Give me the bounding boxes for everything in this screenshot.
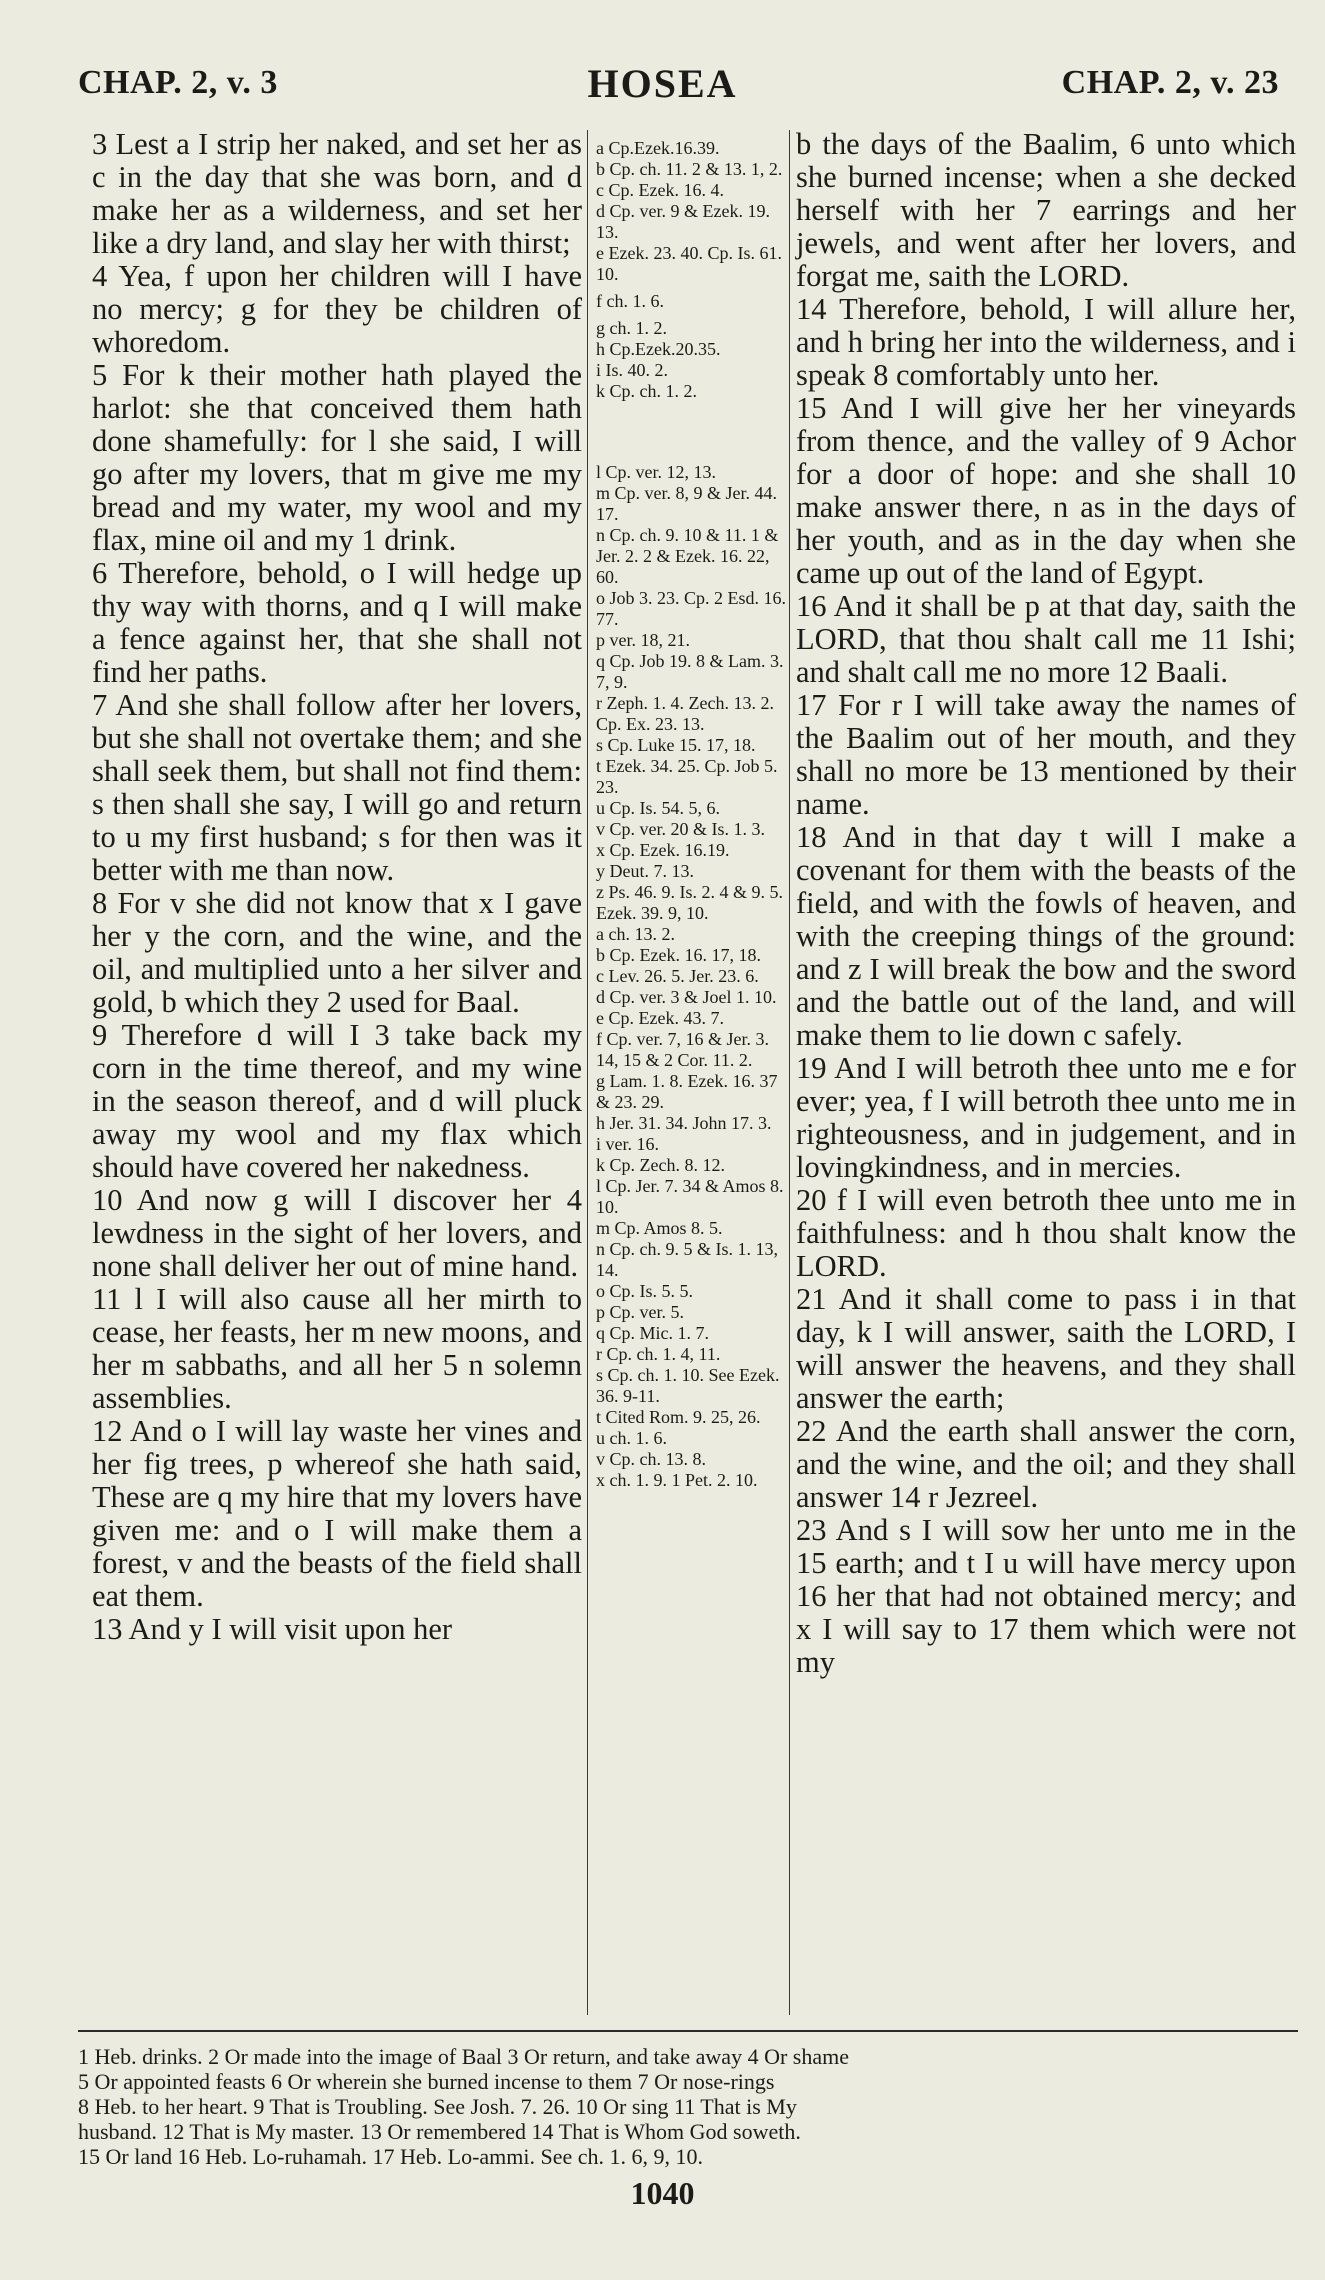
verse-5: 5 For k their mother hath played the harlot: she that conceived them hath done shamefully: for l she said, I will go after my lovers, that m give me my bread and my water, my wool and my flax, mine oil and my 1 drink. (92, 358, 582, 557)
cross-reference-column (596, 138, 786, 1491)
cross-reference: f Cp. ver. 7, 16 & Jer. 3. 14, 15 & 2 Cor. 11. 2. (596, 1029, 769, 1070)
footnote-line: 1 Heb. drinks. 2 Or made into the image of Baal 3 Or return, and take away 4 Or shame (78, 2044, 849, 2069)
cross-reference: p ver. 18, 21. (596, 630, 690, 650)
cross-reference: b Cp. Ezek. 16. 17, 18. (596, 945, 761, 965)
cross-reference: x Cp. Ezek. 16.19. (596, 840, 730, 860)
verse-13: 13 And y I will visit upon her (92, 1612, 453, 1646)
cross-reference: o Cp. Is. 5. 5. (596, 1281, 694, 1301)
cross-reference: v Cp. ver. 20 & Is. 1. 3. (596, 819, 765, 839)
cross-reference: z Ps. 46. 9. Is. 2. 4 & 9. 5. Ezek. 39. 9, 10. (596, 882, 784, 923)
verse-18: 18 And in that day t will I make a covenant for them with the beasts of the field, and with the fowls of heaven, and with the creeping things of the ground: and z I will break the bow and the sword and the battle out of the land, and will make them to lie down c safely. (796, 820, 1296, 1052)
verse-22: 22 And the earth shall answer the corn, and the wine, and the oil; and they shall answer 14 r Jezreel. (796, 1414, 1296, 1514)
cross-reference: l Cp. ver. 12, 13. (596, 462, 716, 482)
cross-reference: a ch. 13. 2. (596, 924, 675, 944)
verse-8: 8 For v she did not know that x I gave her y the corn, and the wine, and the oil, and multiplied unto a her silver and gold, b which they 2 used for Baal. (92, 886, 582, 1019)
verse-20: 20 f I will even betroth thee unto me in faithfulness: and h thou shalt know the LORD. (796, 1183, 1296, 1283)
verse-6: 6 Therefore, behold, o I will hedge up thy way with thorns, and q I will make a fence against her, that she shall not find her paths. (92, 556, 582, 689)
verse-4: 4 Yea, f upon her children will I have no mercy; g for they be children of whoredom. (92, 259, 582, 359)
footnote-line: 5 Or appointed feasts 6 Or wherein she burned incense to them 7 Or nose-rings (78, 2069, 775, 2094)
cross-reference: g ch. 1. 2. (596, 318, 667, 338)
cross-reference: e Ezek. 23. 40. Cp. Is. 61. 10. (596, 243, 782, 284)
cross-reference: c Lev. 26. 5. Jer. 23. 6. (596, 966, 759, 986)
cross-reference: q Cp. Mic. 1. 7. (596, 1323, 710, 1343)
verse-23: 23 And s I will sow her unto me in the 15 earth; and t I u will have mercy upon 16 her that had not obtained mercy; and x I will say to 17 them which were not my (796, 1513, 1296, 1679)
cross-reference: x ch. 1. 9. 1 Pet. 2. 10. (596, 1470, 758, 1490)
cross-reference: m Cp. Amos 8. 5. (596, 1218, 723, 1238)
verse-16: 16 And it shall be p at that day, saith the LORD, that thou shalt call me 11 Ishi; and shalt call me no more 12 Baali. (796, 589, 1296, 689)
cross-reference: q Cp. Job 19. 8 & Lam. 3. 7, 9. (596, 651, 784, 692)
page-number: 1040 (630, 2175, 695, 2211)
chapter-header-left: CHAP. 2, v. 3 (78, 64, 278, 101)
cross-reference: l Cp. Jer. 7. 34 & Amos 8. 10. (596, 1176, 784, 1217)
cross-reference: h Jer. 31. 34. John 17. 3. (596, 1113, 772, 1133)
cross-reference: o Job 3. 23. Cp. 2 Esd. 16. 77. (596, 588, 787, 629)
cross-reference: d Cp. ver. 9 & Ezek. 19. 13. (596, 201, 770, 242)
cross-reference: m Cp. ver. 8, 9 & Jer. 44. 17. (596, 483, 777, 524)
cross-reference: r Zeph. 1. 4. Zech. 13. 2. Cp. Ex. 23. 13. (596, 693, 774, 734)
cross-reference: e Cp. Ezek. 43. 7. (596, 1008, 724, 1028)
cross-reference: b Cp. ch. 11. 2 & 13. 1, 2. (596, 159, 783, 179)
cross-reference: k Cp. ch. 1. 2. (596, 381, 697, 401)
cross-reference: c Cp. Ezek. 16. 4. (596, 180, 724, 200)
cross-reference: t Ezek. 34. 25. Cp. Job 5. 23. (596, 756, 778, 797)
cross-reference: u Cp. Is. 54. 5, 6. (596, 798, 721, 818)
footnote-line: husband. 12 That is My master. 13 Or remembered 14 That is Whom God soweth. (78, 2119, 801, 2144)
footnote-line: 8 Heb. to her heart. 9 That is Troubling. See Josh. 7. 26. 10 Or sing 11 That is My (78, 2094, 797, 2119)
verse-15: 15 And I will give her her vineyards from thence, and the valley of 9 Achor for a door of hope: and she shall 10 make answer there, n as in the days of her youth, and as in the day when she came up out of the land of Egypt. (796, 391, 1296, 590)
column-divider-left (587, 130, 588, 2015)
verse-17: 17 For r I will take away the names of the Baalim out of her mouth, and they shall no more be 13 mentioned by their name. (796, 688, 1296, 821)
verse-21: 21 And it shall come to pass i in that day, k I will answer, saith the LORD, I will answer the heavens, and they shall answer the earth; (796, 1282, 1296, 1415)
cross-reference: a Cp.Ezek.16.39. (596, 138, 720, 158)
footnote-line: 15 Or land 16 Heb. Lo-ruhamah. 17 Heb. Lo-ammi. See ch. 1. 6, 9, 10. (78, 2144, 704, 2169)
cross-reference: p Cp. ver. 5. (596, 1302, 684, 1322)
footnote-rule (78, 2030, 1298, 2032)
cross-reference: h Cp.Ezek.20.35. (596, 339, 721, 359)
chapter-header-right: CHAP. 2, v. 23 (1061, 64, 1279, 101)
cross-reference: t Cited Rom. 9. 25, 26. (596, 1407, 761, 1427)
cross-reference: i Is. 40. 2. (596, 360, 668, 380)
cross-reference: d Cp. ver. 3 & Joel 1. 10. (596, 987, 777, 1007)
cross-reference: i ver. 16. (596, 1134, 659, 1154)
cross-reference: u ch. 1. 6. (596, 1428, 667, 1448)
verse-11: 11 l I will also cause all her mirth to cease, her feasts, her m new moons, and her m sabbaths, and all her 5 n solemn assemblies. (92, 1282, 582, 1415)
verse-3: 3 Lest a I strip her naked, and set her as c in the day that she was born, and d make her as a wilderness, and set her like a dry land, and slay her with thirst; (92, 127, 582, 260)
footnotes (78, 2044, 1308, 2169)
verse-9: 9 Therefore d will I 3 take back my corn in the time thereof, and my wine in the season thereof, and d will pluck away my wool and my flax which should have covered her nakedness. (92, 1018, 582, 1184)
verse-7: 7 And she shall follow after her lovers, but she shall not overtake them; and she shall seek them, but shall not find them: s then shall she say, I will go and return to u my first husband; s for then was it better with me than now. (92, 688, 582, 887)
verse-13-continued: b the days of the Baalim, 6 unto which she burned incense; when a she decked herself with her 7 earrings and her jewels, and went after her lovers, and forgat me, saith the LORD. (796, 127, 1296, 293)
left-text-column (92, 128, 582, 1646)
verse-14: 14 Therefore, behold, I will allure her, and h bring her into the wilderness, and i speak 8 comfortably unto her. (796, 292, 1296, 392)
cross-reference: f ch. 1. 6. (596, 291, 664, 311)
cross-reference: n Cp. ch. 9. 10 & 11. 1 & Jer. 2. 2 & Ezek. 16. 22, 60. (596, 525, 779, 587)
verse-10: 10 And now g will I discover her 4 lewdness in the sight of her lovers, and none shall deliver her out of mine hand. (92, 1183, 582, 1283)
right-text-column (796, 128, 1296, 1679)
book-title: HOSEA (587, 61, 738, 106)
cross-reference: s Cp. ch. 1. 10. See Ezek. 36. 9-11. (596, 1365, 780, 1406)
cross-reference: y Deut. 7. 13. (596, 861, 694, 881)
cross-reference: g Lam. 1. 8. Ezek. 16. 37 & 23. 29. (596, 1071, 778, 1112)
cross-reference: n Cp. ch. 9. 5 & Is. 1. 13, 14. (596, 1239, 778, 1280)
cross-reference: k Cp. Zech. 8. 12. (596, 1155, 725, 1175)
cross-reference: r Cp. ch. 1. 4, 11. (596, 1344, 721, 1364)
cross-reference: s Cp. Luke 15. 17, 18. (596, 735, 756, 755)
column-divider-right (789, 130, 790, 2015)
cross-reference: v Cp. ch. 13. 8. (596, 1449, 706, 1469)
verse-19: 19 And I will betroth thee unto me e for ever; yea, f I will betroth thee unto me in righteousness, and in judgement, and in lovingkindness, and in mercies. (796, 1051, 1296, 1184)
verse-12: 12 And o I will lay waste her vines and her fig trees, p whereof she hath said, These are q my hire that my lovers have given me: and o I will make them a forest, v and the beasts of the field shall eat them. (92, 1414, 582, 1613)
